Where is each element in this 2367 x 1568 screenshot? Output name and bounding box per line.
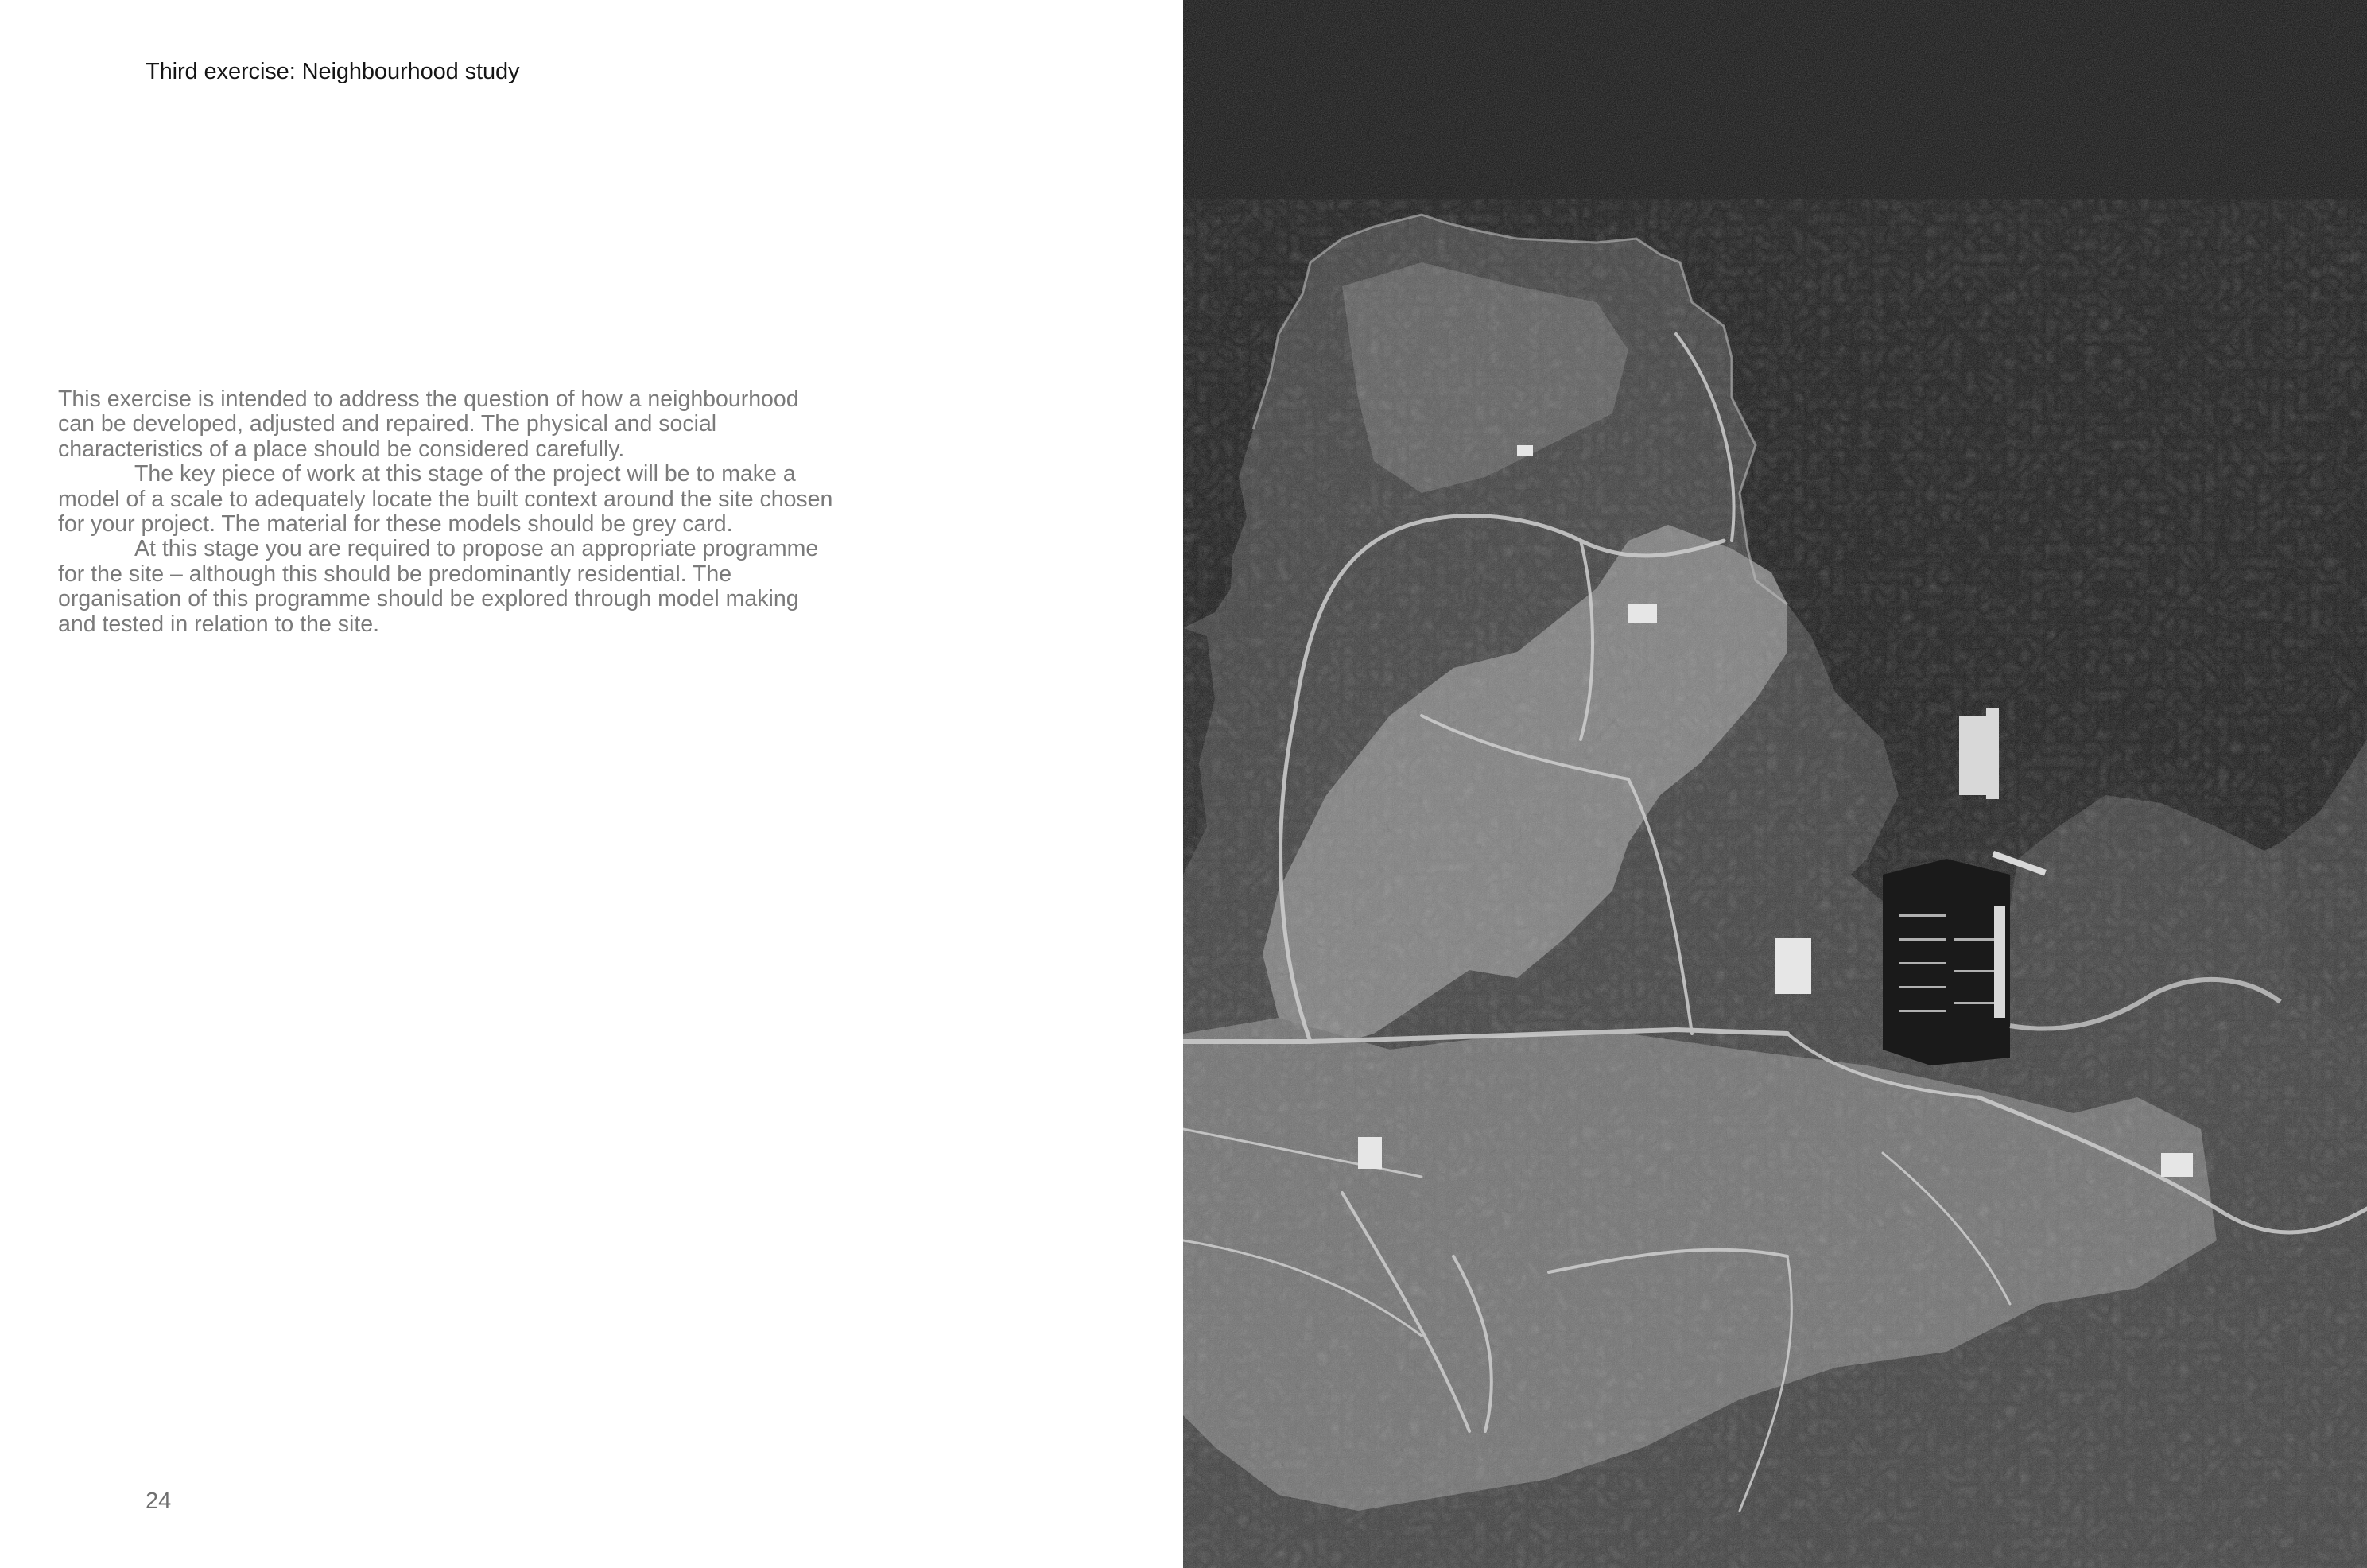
- paragraph: This exercise is intended to address the question of how a neighbourhood can be developed, adjusted and repaired. The physical and social characteristics of a place should be considered carefully.: [58, 386, 799, 462]
- aerial-photograph: [1183, 0, 2367, 1568]
- body-text: [58, 387, 837, 637]
- paragraph: The key piece of work at this stage of the project will be to make a model of a scale to adequately locate the built context around the site chosen for your project. The material for these models should be grey card.: [58, 461, 833, 538]
- paragraph: At this stage you are required to propose an appropriate programme for the site – although this should be predominantly residential. The organisation of this programme should be explored through model making and tested in relation to the site.: [58, 536, 819, 637]
- left-page: [0, 0, 1183, 1568]
- page-number: 24: [146, 1488, 172, 1514]
- page-title: Third exercise: Neighbourhood study: [146, 59, 520, 84]
- aerial-map-illustration: [1183, 0, 2367, 1568]
